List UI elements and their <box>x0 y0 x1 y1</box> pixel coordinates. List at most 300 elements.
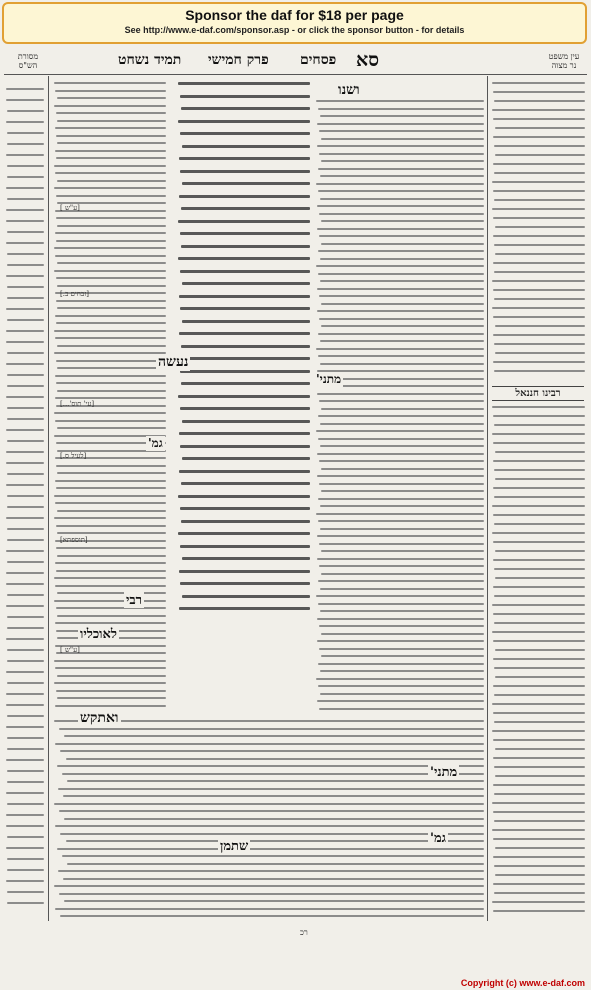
text-line <box>319 648 484 650</box>
text-line <box>57 510 166 512</box>
text-line <box>494 793 585 795</box>
text-line <box>7 110 44 112</box>
text-line <box>55 337 166 339</box>
text-line <box>319 400 484 402</box>
text-line <box>55 375 166 377</box>
side-ref-5: [תוספתא] <box>60 536 88 544</box>
text-line <box>56 135 166 137</box>
text-line <box>494 145 585 147</box>
text-line <box>495 748 585 750</box>
text-line <box>57 142 166 144</box>
text-line <box>7 297 44 299</box>
text-line <box>54 517 166 519</box>
text-line <box>56 525 166 527</box>
text-line <box>318 415 484 417</box>
text-line <box>493 262 585 264</box>
text-line <box>54 577 166 579</box>
text-line <box>55 585 166 587</box>
text-line <box>494 622 585 624</box>
text-line <box>321 490 484 492</box>
sponsor-subtitle[interactable]: See http://www.e-daf.com/sponsor.asp - or click the sponsor button - for details <box>124 25 465 35</box>
text-line <box>7 418 44 420</box>
text-line <box>319 318 484 320</box>
text-line <box>55 255 166 257</box>
text-line <box>494 496 585 498</box>
text-line <box>57 592 166 594</box>
text-line <box>320 423 484 425</box>
text-line <box>59 893 484 895</box>
text-line <box>57 390 166 392</box>
text-line <box>55 825 484 827</box>
text-line <box>54 165 166 167</box>
text-line <box>320 670 484 672</box>
text-line <box>493 442 585 444</box>
text-line <box>493 640 585 642</box>
text-line <box>492 208 585 210</box>
text-line <box>316 348 484 350</box>
headword-mishnah: מתני' <box>316 372 342 386</box>
text-line <box>178 395 310 398</box>
text-line <box>495 676 585 678</box>
text-line <box>321 220 484 222</box>
text-line <box>7 594 44 596</box>
text-line <box>180 95 310 98</box>
text-line <box>64 900 484 902</box>
text-line <box>54 82 166 84</box>
text-line <box>56 112 166 114</box>
text-line <box>182 282 310 285</box>
text-line <box>317 123 484 125</box>
side-ref-2: [זבחים ב.] <box>60 290 89 298</box>
text-line <box>7 649 44 651</box>
text-line <box>181 207 310 210</box>
text-line <box>494 271 585 273</box>
text-line <box>56 487 166 489</box>
text-line <box>6 451 44 453</box>
text-line <box>494 424 585 426</box>
text-line <box>7 506 44 508</box>
text-line <box>493 856 585 858</box>
text-line <box>318 168 484 170</box>
header-rule <box>4 74 587 75</box>
text-line <box>495 577 585 579</box>
text-line <box>55 480 166 482</box>
text-line <box>320 175 484 177</box>
text-line <box>57 765 484 767</box>
text-line <box>494 892 585 894</box>
sponsor-banner[interactable] <box>2 2 587 44</box>
text-line <box>7 561 44 563</box>
text-line <box>182 182 310 185</box>
text-line <box>179 470 310 473</box>
text-line <box>55 232 166 234</box>
text-line <box>59 728 484 730</box>
text-line <box>54 412 166 414</box>
text-line <box>179 570 310 573</box>
text-line <box>178 257 310 260</box>
text-line <box>317 640 484 642</box>
text-line <box>57 675 166 677</box>
headword-gemara: גמ' <box>148 436 163 450</box>
text-line <box>180 307 310 310</box>
text-line <box>7 737 44 739</box>
text-line <box>179 195 310 198</box>
text-line <box>321 325 484 327</box>
text-line <box>63 878 484 880</box>
text-line <box>7 836 44 838</box>
text-line <box>320 528 484 530</box>
text-line <box>493 712 585 714</box>
copyright-link[interactable]: Copyright (c) www.e-daf.com <box>460 978 585 988</box>
text-line <box>182 595 310 598</box>
text-line <box>181 107 310 110</box>
text-line <box>7 319 44 321</box>
text-line <box>7 473 44 475</box>
text-line <box>317 700 484 702</box>
text-line <box>56 322 166 324</box>
text-line <box>7 902 44 904</box>
text-line <box>492 532 585 534</box>
text-line <box>7 352 44 354</box>
text-line <box>493 415 585 417</box>
text-line <box>179 432 310 435</box>
text-line <box>316 265 484 267</box>
text-line <box>55 150 166 152</box>
chapter-name: תמיד נשחט <box>118 52 182 68</box>
text-line <box>494 721 585 723</box>
text-line <box>494 343 585 345</box>
text-line <box>60 750 484 752</box>
page-marker: רכ <box>300 928 308 937</box>
text-line <box>493 685 585 687</box>
text-line <box>318 355 484 357</box>
text-line <box>54 247 166 249</box>
text-line <box>318 273 484 275</box>
text-line <box>180 507 310 510</box>
headword-mishnah-2: מתני' <box>430 765 458 780</box>
text-line <box>492 406 585 408</box>
text-line <box>55 743 484 745</box>
text-line <box>54 105 166 107</box>
text-line <box>321 408 484 410</box>
text-line <box>54 682 166 684</box>
text-line <box>492 307 585 309</box>
text-line <box>7 539 44 541</box>
headword-shitman: שתמן <box>220 839 249 854</box>
text-line <box>178 120 310 123</box>
text-line <box>319 460 484 462</box>
side-ref-6: [ע"ש ] <box>60 646 80 654</box>
text-line <box>57 180 166 182</box>
text-line <box>181 245 310 248</box>
text-line <box>493 784 585 786</box>
text-line <box>56 570 166 572</box>
text-line <box>181 520 310 523</box>
text-line <box>320 363 484 365</box>
text-line <box>6 693 44 695</box>
text-line <box>493 361 585 363</box>
text-line <box>318 190 484 192</box>
text-line <box>317 228 484 230</box>
text-line <box>57 262 166 264</box>
text-line <box>493 883 585 885</box>
text-line <box>6 814 44 816</box>
text-line <box>321 468 484 470</box>
text-line <box>7 660 44 662</box>
text-line <box>6 550 44 552</box>
text-line <box>54 270 166 272</box>
text-line <box>316 183 484 185</box>
text-line <box>494 298 585 300</box>
text-line <box>321 160 484 162</box>
text-line <box>7 253 44 255</box>
text-line <box>182 457 310 460</box>
divider-margin-right <box>487 76 488 921</box>
text-line <box>54 660 166 662</box>
sponsor-title[interactable]: Sponsor the daf for $18 per page <box>185 7 404 23</box>
text-line <box>318 498 484 500</box>
text-line <box>493 838 585 840</box>
text-line <box>493 910 585 912</box>
text-line <box>7 858 44 860</box>
text-line <box>319 153 484 155</box>
text-line <box>320 610 484 612</box>
text-line <box>178 532 310 535</box>
text-line <box>494 100 585 102</box>
text-line <box>319 295 484 297</box>
text-line <box>318 333 484 335</box>
text-line <box>6 396 44 398</box>
text-line <box>57 615 166 617</box>
text-line <box>178 82 310 85</box>
text-line <box>494 595 585 597</box>
text-line <box>180 170 310 173</box>
text-line <box>317 393 484 395</box>
daf-number: סא <box>356 49 380 71</box>
text-line <box>55 908 484 910</box>
text-line <box>6 605 44 607</box>
text-line <box>178 357 310 360</box>
text-line <box>54 495 166 497</box>
text-line <box>6 275 44 277</box>
text-line <box>6 572 44 574</box>
text-line <box>180 445 310 448</box>
text-line <box>180 232 310 235</box>
text-line <box>180 582 310 585</box>
text-line <box>321 243 484 245</box>
text-line <box>318 663 484 665</box>
text-line <box>7 891 44 893</box>
text-line <box>321 385 484 387</box>
text-line <box>493 613 585 615</box>
text-line <box>6 363 44 365</box>
text-line <box>6 517 44 519</box>
text-line <box>316 100 484 102</box>
divider-margin-left <box>48 76 49 921</box>
text-line <box>62 855 484 857</box>
text-line <box>316 513 484 515</box>
text-line <box>7 616 44 618</box>
text-line <box>6 847 44 849</box>
text-line <box>321 633 484 635</box>
text-line <box>6 825 44 827</box>
text-line <box>57 472 166 474</box>
text-line <box>493 190 585 192</box>
text-line <box>7 143 44 145</box>
text-line <box>56 240 166 242</box>
text-line <box>494 469 585 471</box>
text-line <box>492 829 585 831</box>
text-line <box>494 667 585 669</box>
text-line <box>495 451 585 453</box>
text-line <box>6 242 44 244</box>
text-line <box>494 694 585 696</box>
text-line <box>492 604 585 606</box>
text-line <box>493 739 585 741</box>
text-line <box>55 420 166 422</box>
text-line <box>55 562 166 564</box>
text-line <box>318 603 484 605</box>
text-line <box>6 759 44 761</box>
text-line <box>55 397 166 399</box>
text-line <box>320 340 484 342</box>
text-line <box>492 181 585 183</box>
text-line <box>6 121 44 123</box>
text-line <box>182 420 310 423</box>
text-line <box>57 307 166 309</box>
text-line <box>494 244 585 246</box>
text-line <box>495 478 585 480</box>
text-line <box>318 580 484 582</box>
text-line <box>56 690 166 692</box>
text-line <box>494 199 585 201</box>
text-line <box>179 157 310 160</box>
text-line <box>55 705 166 707</box>
text-line <box>57 345 166 347</box>
text-line <box>492 280 585 282</box>
text-line <box>320 198 484 200</box>
text-line <box>6 187 44 189</box>
text-line <box>7 627 44 629</box>
text-line <box>6 220 44 222</box>
text-line <box>493 586 585 588</box>
text-line <box>7 231 44 233</box>
text-line <box>319 708 484 710</box>
text-line <box>317 535 484 537</box>
text-line <box>180 132 310 135</box>
headword-vishnu: ושנו <box>338 82 360 98</box>
text-line <box>179 332 310 335</box>
text-line <box>6 429 44 431</box>
text-line <box>55 90 166 92</box>
headword-leochlav: לאוכליו <box>80 627 117 642</box>
text-line <box>495 325 585 327</box>
text-line <box>6 462 44 464</box>
text-line <box>57 532 166 534</box>
text-line <box>319 543 484 545</box>
text-line <box>56 300 166 302</box>
text-line <box>493 487 585 489</box>
text-line <box>63 795 484 797</box>
text-line <box>316 678 484 680</box>
text-line <box>7 385 44 387</box>
tractate-name: פסחים <box>300 52 337 68</box>
text-line <box>6 154 44 156</box>
text-line <box>319 565 484 567</box>
text-line <box>182 320 310 323</box>
text-line <box>493 316 585 318</box>
text-line <box>320 588 484 590</box>
text-line <box>179 607 310 610</box>
text-line <box>179 295 310 298</box>
headword-rabbi: רבי <box>126 593 143 608</box>
text-line <box>55 622 166 624</box>
text-line <box>55 315 166 317</box>
text-line <box>7 374 44 376</box>
text-line <box>494 820 585 822</box>
text-line <box>319 625 484 627</box>
text-line <box>56 195 166 197</box>
text-line <box>317 618 484 620</box>
text-line <box>494 523 585 525</box>
text-line <box>321 138 484 140</box>
text-line <box>495 154 585 156</box>
text-line <box>7 407 44 409</box>
text-line <box>493 559 585 561</box>
text-line <box>494 766 585 768</box>
text-line <box>493 289 585 291</box>
text-line <box>495 874 585 876</box>
text-line <box>57 285 166 287</box>
text-line <box>317 310 484 312</box>
text-line <box>494 172 585 174</box>
text-line <box>495 775 585 777</box>
text-line <box>492 109 585 111</box>
text-line <box>495 253 585 255</box>
text-line <box>493 235 585 237</box>
text-line <box>7 715 44 717</box>
text-line <box>320 445 484 447</box>
text-line <box>64 818 484 820</box>
text-line <box>493 217 585 219</box>
text-line <box>318 108 484 110</box>
text-line <box>57 97 166 99</box>
text-line <box>495 649 585 651</box>
text-line <box>54 803 484 805</box>
text-line <box>493 658 585 660</box>
text-line <box>317 288 484 290</box>
text-line <box>55 172 166 174</box>
text-line <box>56 360 166 362</box>
text-line <box>54 330 166 332</box>
text-line <box>320 693 484 695</box>
text-line <box>59 810 484 812</box>
text-line <box>317 475 484 477</box>
text-line <box>319 235 484 237</box>
text-line <box>319 378 484 380</box>
text-line <box>494 370 585 372</box>
text-line <box>493 811 585 813</box>
text-line <box>57 555 166 557</box>
text-line <box>54 600 166 602</box>
text-line <box>493 460 585 462</box>
headword-veitkash: ואתקש <box>80 710 119 726</box>
text-line <box>180 407 310 410</box>
text-line <box>64 735 484 737</box>
text-line <box>492 631 585 633</box>
text-line <box>7 176 44 178</box>
text-line <box>317 205 484 207</box>
